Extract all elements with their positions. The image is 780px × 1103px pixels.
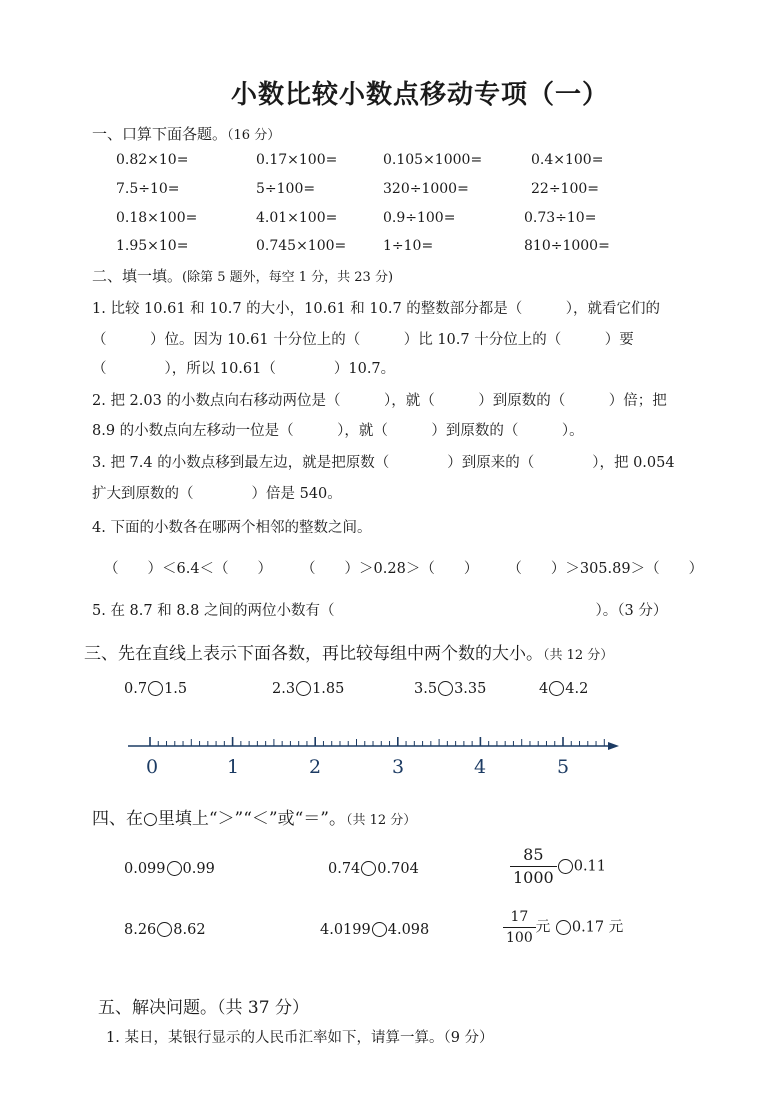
- calc-item: 320÷1000=: [383, 181, 469, 197]
- calc-item: 0.9÷100=: [383, 210, 456, 226]
- calc-item: 7.5÷10=: [116, 181, 180, 197]
- compare-pair: [272, 681, 344, 697]
- calc-item: 0.82×10=: [116, 152, 189, 168]
- fraction-denominator: 100: [503, 927, 536, 945]
- compare-circle[interactable]: [558, 859, 573, 874]
- q2-4-intervals: （ ）＜6.4＜（ ） （ ）＞0.28＞（ ） （ ）＞305.89＞（ ）: [104, 561, 704, 577]
- compare-left: 0.099: [124, 861, 166, 877]
- calc-item: 0.17×100=: [256, 152, 338, 168]
- section-4-title: 四、在○里填上“＞”“＜”或“＝”。: [92, 809, 346, 829]
- number-line-label: 3: [392, 756, 405, 778]
- compare-circle[interactable]: [372, 922, 387, 937]
- compare-right: 0.17 元: [571, 919, 624, 936]
- compare-left: 0.7: [124, 681, 148, 697]
- compare-left: 0.74: [328, 861, 361, 877]
- section-5-points: （共 37 分）: [217, 998, 309, 1018]
- q2-5-line: 5. 在 8.7 和 8.8 之间的两位小数有（ ）。（3 分）: [92, 603, 668, 619]
- compare-right: 0.11: [573, 858, 607, 875]
- page-title: 小数比较小数点移动专项（一）: [230, 80, 609, 110]
- section-1-points: （16 分）: [227, 128, 281, 143]
- compare-right: 8.62: [173, 922, 206, 938]
- compare-circle[interactable]: [167, 861, 182, 876]
- compare-circle[interactable]: [157, 922, 172, 937]
- number-line-label: 5: [557, 756, 570, 778]
- q2-2-line-2: 8.9 的小数点向左移动一位是（ ），就（ ）到原数的（ ）。: [92, 423, 584, 439]
- compare-left: 2.3: [272, 681, 296, 697]
- q2-2-line-1: 2. 把 2.03 的小数点向右移动两位是（ ），就（ ）到原数的（ ）倍；把: [92, 393, 667, 409]
- compare-right: 0.99: [182, 861, 215, 877]
- calc-item: 1÷10=: [383, 238, 434, 254]
- compare-right: 4.098: [387, 922, 430, 938]
- fraction-numerator: 17: [510, 909, 529, 925]
- calc-item: 0.18×100=: [116, 210, 198, 226]
- number-line-label: 4: [474, 756, 487, 778]
- compare-pair-fraction: [510, 847, 606, 886]
- number-line-label: 2: [309, 756, 322, 778]
- compare-pair: [539, 681, 588, 697]
- number-line-label: 0: [146, 756, 159, 778]
- calc-item: 810÷1000=: [524, 238, 610, 254]
- section-2-heading: [92, 265, 393, 286]
- number-line-ticks: [150, 737, 604, 746]
- compare-right: 3.35: [454, 681, 487, 697]
- unit-label: 元: [535, 919, 551, 936]
- compare-pair: [328, 861, 419, 877]
- q2-1-line-1: 1. 比较 10.61 和 10.7 的大小，10.61 和 10.7 的整数部分都是（ ），就看它们的: [92, 301, 661, 317]
- compare-left: 3.5: [414, 681, 438, 697]
- fraction-numerator: 85: [523, 845, 544, 864]
- compare-circle[interactable]: [296, 681, 311, 696]
- compare-right: 0.704: [377, 861, 419, 877]
- section-3-points: （共 12 分）: [543, 648, 614, 663]
- calc-item: 4.01×100=: [256, 210, 338, 226]
- compare-pair: [124, 922, 206, 938]
- compare-left: 4: [539, 681, 549, 697]
- compare-circle[interactable]: [549, 681, 564, 696]
- compare-circle[interactable]: [556, 920, 571, 935]
- number-line-label: 1: [227, 756, 240, 778]
- fraction: [510, 847, 557, 886]
- calc-item: 22÷100=: [531, 181, 599, 197]
- section-5-heading: [98, 993, 309, 1018]
- compare-right: 1.85: [312, 681, 345, 697]
- section-4-points: （共 12 分）: [345, 813, 417, 828]
- calc-item: 0.745×100=: [256, 238, 347, 254]
- fraction: [503, 910, 536, 945]
- compare-right: 1.5: [164, 681, 188, 697]
- section-1-heading: [92, 123, 280, 144]
- compare-pair: [124, 681, 187, 697]
- q2-3-line-2: 扩大到原数的（ ）倍是 540。: [92, 486, 342, 502]
- q2-3-line-1: 3. 把 7.4 的小数点移到最左边，就是把原数（ ）到原来的（ ），把 0.054: [92, 455, 675, 471]
- section-1-title: 一、口算下面各题。: [92, 125, 228, 143]
- fraction-denominator: 1000: [510, 866, 557, 886]
- calc-item: 1.95×10=: [116, 238, 189, 254]
- q2-4-prompt: 4. 下面的小数各在哪两个相邻的整数之间。: [92, 520, 372, 536]
- compare-left: 4.0199: [320, 922, 371, 938]
- calc-item: 0.4×100=: [531, 152, 604, 168]
- compare-circle[interactable]: [438, 681, 453, 696]
- section-2-title: 二、填一填。: [92, 267, 183, 285]
- section-4-heading: [92, 804, 416, 829]
- compare-circle[interactable]: [148, 681, 163, 696]
- q2-1-line-2: （ ）位。因为 10.61 十分位上的（ ）比 10.7 十分位上的（ ）要: [92, 332, 634, 348]
- q2-1-line-3: （ ），所以 10.61（ ）10.7。: [92, 361, 396, 377]
- number-line-arrow: [608, 742, 619, 750]
- compare-pair: [124, 861, 215, 877]
- section-5-title: 五、解决问题。: [98, 998, 217, 1018]
- compare-right: 4.2: [565, 681, 589, 697]
- calc-item: 5÷100=: [256, 181, 316, 197]
- compare-circle[interactable]: [361, 861, 376, 876]
- calc-item: 0.105×1000=: [383, 152, 483, 168]
- q5-1-text: 1. 某日，某银行显示的人民币汇率如下，请算一算。（9 分）: [106, 1030, 494, 1046]
- compare-pair: [414, 681, 486, 697]
- section-2-points: (除第 5 题外，每空 1 分，共 23 分): [182, 270, 394, 285]
- section-3-title: 三、先在直线上表示下面各数，再比较每组中两个数的大小。: [84, 644, 543, 664]
- compare-pair: [320, 922, 429, 938]
- number-line[interactable]: [120, 730, 630, 780]
- compare-left: 8.26: [124, 922, 157, 938]
- compare-pair-fraction: [503, 910, 623, 945]
- calc-item: 0.73÷10=: [524, 210, 597, 226]
- section-3-heading: [84, 639, 613, 664]
